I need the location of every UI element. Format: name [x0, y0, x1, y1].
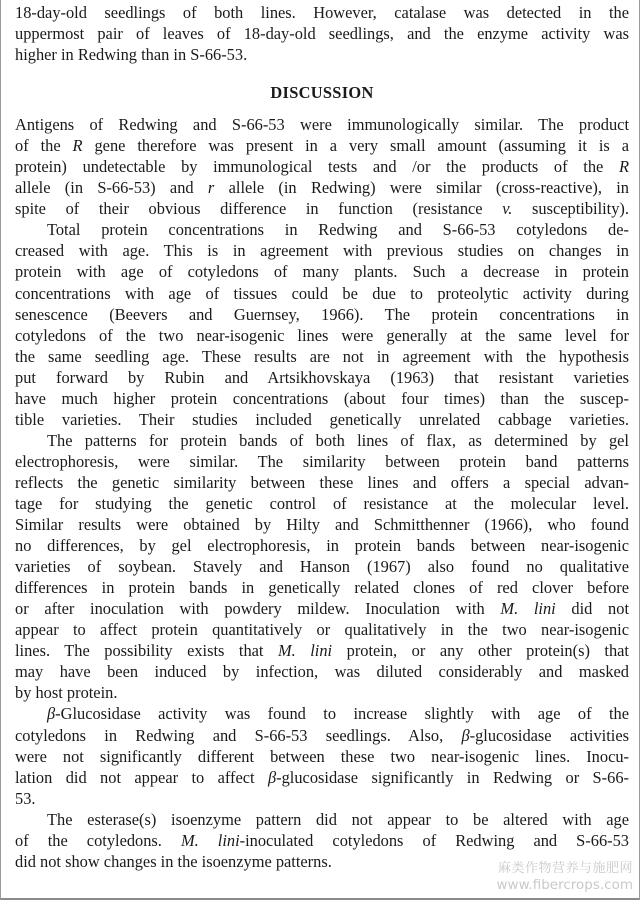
text-line: appear to affect protein quantitatively or qualitatively in the two near-isogenic — [15, 620, 629, 640]
text-line: differences in protein bands in genetically related clones of red clover before — [15, 578, 629, 598]
text-line: Similar results were obtained by Hilty and Schmitthenner (1966), who found — [15, 515, 629, 535]
paragraph — [15, 703, 629, 808]
watermark — [497, 860, 633, 894]
text-line: uppermost pair of leaves of 18-day-old seedlings, and the enzyme activity was — [15, 24, 629, 44]
text-line: were not significantly different between these two near-isogenic lines. Inocu- — [15, 746, 629, 766]
paragraph — [15, 114, 629, 219]
italic-term: β — [461, 725, 470, 745]
text-line: β-Glucosidase activity was found to increase slightly with age of the — [47, 704, 629, 724]
text-line: reflects the genetic similarity between these lines and offers a special advan- — [15, 472, 629, 492]
text-line: tible varieties. Their studies included genetically unrelated cabbage varieties. — [15, 409, 629, 429]
text-line: lation did not appear to affect β-glucosidase significantly in Redwing or S-66- — [15, 767, 629, 787]
text-line: 18-day-old seedlings of both lines. However, catalase was detected in the — [15, 3, 629, 22]
text-line: of the cotyledons. M. lini-inoculated cotyledons of Redwing and S-66-53 — [15, 830, 629, 850]
italic-term: R — [618, 157, 629, 177]
text-line: Antigens of Redwing and S-66-53 were immunologically similar. The product — [15, 115, 629, 135]
text-line: of the R gene therefore was present in a very small amount (assuming it is a — [15, 136, 629, 156]
text-line: protein) undetectable by immunological tests and /or the products of the R — [15, 157, 629, 177]
italic-term: M. lini — [500, 599, 556, 619]
section-heading: DISCUSSION — [270, 83, 374, 103]
paragraph — [15, 219, 629, 429]
text-line: Total protein concentrations in Redwing and S-66-53 cotyledons de- — [47, 220, 629, 240]
text-line: lines. The possibility exists that M. lini protein, or any other protein(s) that — [15, 641, 629, 661]
text-line: The esterase(s) isoenzyme pattern did not appear to be altered with age — [47, 809, 629, 829]
text-line: tage for studying the genetic control of resistance at the molecular level. — [15, 493, 629, 513]
watermark-chinese: 麻类作物营养与施肥网 — [497, 861, 633, 876]
text-line: senescence (Beevers and Guernsey, 1966). The protein concentrations in — [15, 304, 629, 324]
text-line: electrophoresis, were similar. The similarity between protein band patterns — [15, 451, 629, 471]
watermark-url: www.fibercrops.com — [496, 877, 633, 893]
text-line: the same seedling age. These results are not in agreement with the hypothesis — [15, 346, 629, 366]
text-line: higher in Redwing than in S-66-53. — [15, 45, 248, 65]
text-line: cotyledons of the two near-isogenic lines were generally at the same level for — [15, 325, 629, 345]
paragraph — [15, 430, 629, 704]
italic-term: β — [47, 704, 56, 724]
italic-term: M. lini — [278, 641, 333, 661]
text-line: or after inoculation with powdery mildew. Inoculation with M. lini did not — [15, 599, 630, 619]
italic-term: R — [72, 136, 83, 156]
text-line: creased with age. This is in agreement with previous studies on changes in — [15, 241, 629, 261]
text-line: allele (in S-66-53) and r allele (in Redwing) were similar (cross-reactive), in — [15, 178, 629, 198]
text-line: spite of their obvious difference in function (resistance v. susceptibility). — [15, 199, 629, 219]
text-line: protein with age of cotyledons of many plants. Such a decrease in protein — [15, 262, 629, 282]
italic-term: v. — [502, 199, 513, 219]
italic-term: β — [267, 767, 277, 787]
text-line: cotyledons in Redwing and S-66-53 seedlings. Also, β-glucosidase activities — [15, 725, 629, 745]
text-line: no differences, by gel electrophoresis, in protein bands between near-isogenic — [15, 536, 629, 556]
text-line: concentrations with age of tissues could be due to proteolytic activity during — [15, 283, 629, 303]
body-text — [15, 2, 629, 872]
text-line: varieties of soybean. Stavely and Hanson (1967) also found no qualitative — [15, 557, 629, 577]
text-line: by host protein. — [15, 683, 118, 703]
text-line: put forward by Rubin and Artsikhovskaya (1963) that resistant varieties — [15, 367, 629, 387]
italic-term: M. lini — [180, 830, 240, 850]
italic-term: r — [207, 178, 215, 198]
text-line: may have been induced by infection, was diluted considerably and masked — [15, 662, 629, 682]
text-line: have much higher protein concentrations (about four times) than the suscep- — [15, 388, 629, 408]
text-line: The patterns for protein bands of both lines of flax, as determined by gel — [47, 430, 629, 450]
text-line: did not show changes in the isoenzyme patterns. — [15, 851, 332, 871]
intro-paragraph — [15, 2, 629, 65]
text-line: 53. — [15, 788, 36, 808]
discussion-paragraphs — [15, 114, 629, 872]
